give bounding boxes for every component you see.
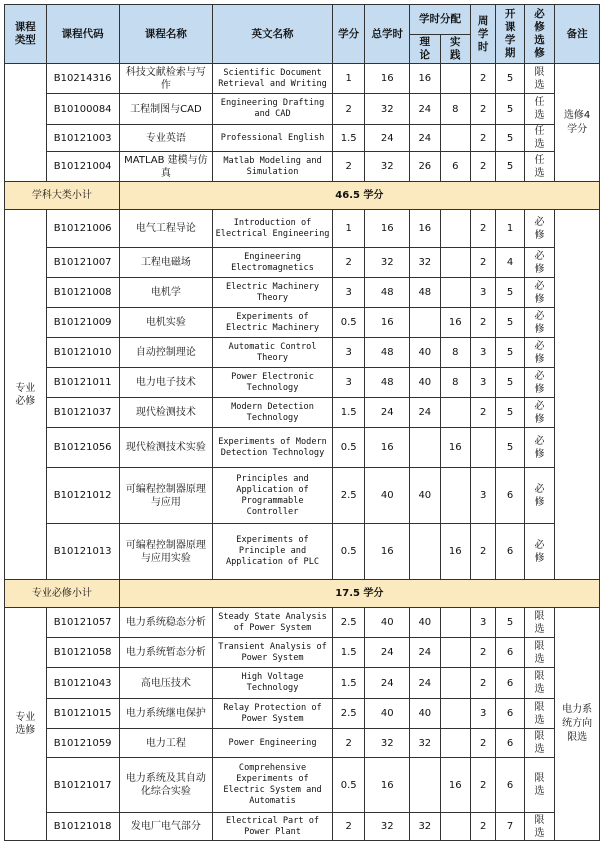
table-row [5, 308, 600, 338]
course-practice-hours [440, 668, 470, 699]
course-practice-hours: 16 [440, 758, 470, 813]
course-theory-hours: 32 [410, 813, 440, 841]
course-name-cn: 自动控制理论 [119, 338, 212, 368]
course-required-elective-text: 必修 [534, 250, 545, 275]
header-remark: 备注 [555, 5, 600, 64]
course-credit: 2 [332, 94, 364, 125]
table-row [5, 368, 600, 398]
course-name-cn: 电力系统及其自动化综合实验 [119, 758, 212, 813]
course-credit: 2.5 [332, 468, 364, 524]
course-theory-hours: 16 [410, 64, 440, 94]
course-total-hours: 16 [365, 428, 410, 468]
course-name-cn: 现代检测技术 [119, 398, 212, 428]
course-practice-hours [440, 398, 470, 428]
course-required-elective [524, 813, 554, 841]
course-name-cn: 工程电磁场 [119, 248, 212, 278]
course-semester: 7 [496, 813, 524, 841]
remark-cell [555, 64, 600, 182]
course-required-elective [524, 398, 554, 428]
course-name-en: Experiments of Principle and Application of PLC [213, 524, 333, 580]
header-hour-distribution: 学时分配 [410, 5, 471, 35]
course-code: B10121003 [46, 125, 119, 152]
course-practice-hours: 8 [440, 368, 470, 398]
course-practice-hours [440, 729, 470, 758]
course-code: B10121006 [46, 210, 119, 248]
course-required-elective-text: 必修 [534, 340, 545, 365]
course-name-cn: MATLAB 建模与仿真 [119, 152, 212, 182]
course-semester: 5 [496, 64, 524, 94]
course-total-hours: 48 [365, 338, 410, 368]
course-practice-hours [440, 813, 470, 841]
course-semester: 6 [496, 524, 524, 580]
course-weekly-hours: 2 [470, 248, 495, 278]
course-name-en: Electrical Part of Power Plant [213, 813, 333, 841]
course-practice-hours: 8 [440, 94, 470, 125]
discipline-subtotal-row [5, 182, 600, 210]
course-code: B10121009 [46, 308, 119, 338]
course-credit: 0.5 [332, 758, 364, 813]
course-name-en: Experiments of Electric Machinery [213, 308, 333, 338]
course-semester: 6 [496, 638, 524, 668]
course-theory-hours: 24 [410, 125, 440, 152]
course-required-elective [524, 428, 554, 468]
course-semester: 5 [496, 608, 524, 638]
header-weekly-hours: 周学时 [470, 5, 495, 64]
course-semester: 5 [496, 152, 524, 182]
course-theory-hours: 48 [410, 278, 440, 308]
course-total-hours: 32 [365, 813, 410, 841]
course-required-elective-text: 必修 [534, 216, 545, 241]
course-name-en: Electric Machinery Theory [213, 278, 333, 308]
header-type: 课程类型 [5, 5, 47, 64]
course-required-elective [524, 608, 554, 638]
course-credit: 2 [332, 248, 364, 278]
course-credit: 2.5 [332, 699, 364, 729]
major-required-subtotal-row-label: 专业必修小计 [5, 580, 120, 608]
course-theory-hours: 32 [410, 729, 440, 758]
course-required-elective-text: 限选 [534, 66, 545, 91]
course-theory-hours: 32 [410, 248, 440, 278]
course-theory-hours [410, 428, 440, 468]
course-total-hours: 24 [365, 668, 410, 699]
course-required-elective [524, 338, 554, 368]
course-semester: 5 [496, 368, 524, 398]
table-row [5, 125, 600, 152]
course-credit: 1 [332, 64, 364, 94]
course-required-elective-text: 限选 [534, 701, 545, 726]
course-semester: 6 [496, 468, 524, 524]
course-weekly-hours: 3 [470, 368, 495, 398]
course-name-cn: 电力系统稳态分析 [119, 608, 212, 638]
course-semester: 1 [496, 210, 524, 248]
course-credit: 2 [332, 152, 364, 182]
course-weekly-hours: 2 [470, 210, 495, 248]
course-total-hours: 16 [365, 308, 410, 338]
course-code: B10121008 [46, 278, 119, 308]
course-credit: 2 [332, 813, 364, 841]
remark-text: 选修4 学分 [563, 109, 591, 135]
course-weekly-hours: 2 [470, 152, 495, 182]
course-credit: 1.5 [332, 125, 364, 152]
course-practice-hours: 16 [440, 524, 470, 580]
course-name-cn: 电机学 [119, 278, 212, 308]
header-name-cn: 课程名称 [119, 5, 212, 64]
course-credit: 1 [332, 210, 364, 248]
table-row [5, 524, 600, 580]
discipline-subtotal-row-value: 46.5 学分 [119, 182, 599, 210]
course-total-hours: 24 [365, 398, 410, 428]
course-name-en: Matlab Modeling and Simulation [213, 152, 333, 182]
course-required-elective-text: 任选 [534, 154, 545, 179]
table-row [5, 428, 600, 468]
course-name-cn: 电机实验 [119, 308, 212, 338]
course-code: B10121007 [46, 248, 119, 278]
course-practice-hours: 16 [440, 308, 470, 338]
header-semester: 开课学期 [496, 5, 524, 64]
remark-cell [555, 210, 600, 580]
course-code: B10121059 [46, 729, 119, 758]
course-weekly-hours: 3 [470, 338, 495, 368]
course-practice-hours [440, 699, 470, 729]
course-theory-hours: 24 [410, 398, 440, 428]
course-credit: 2.5 [332, 608, 364, 638]
course-required-elective-text: 必修 [534, 280, 545, 305]
course-weekly-hours: 2 [470, 668, 495, 699]
course-theory-hours: 24 [410, 94, 440, 125]
course-weekly-hours: 3 [470, 278, 495, 308]
header-code: 课程代码 [46, 5, 119, 64]
header-practice: 实践 [440, 35, 470, 64]
course-name-cn: 科技文献检索与写作 [119, 64, 212, 94]
table-row [5, 278, 600, 308]
table-row [5, 758, 600, 813]
course-code: B10121056 [46, 428, 119, 468]
course-name-en: Engineering Electromagnetics [213, 248, 333, 278]
course-required-elective [524, 125, 554, 152]
course-type-cell [5, 210, 47, 580]
course-type-cell [5, 608, 47, 841]
course-weekly-hours: 2 [470, 524, 495, 580]
course-required-elective [524, 638, 554, 668]
course-name-cn: 现代检测技术实验 [119, 428, 212, 468]
course-name-cn: 电力电子技术 [119, 368, 212, 398]
course-credit: 1.5 [332, 668, 364, 699]
table-body [5, 64, 600, 841]
course-semester: 5 [496, 398, 524, 428]
course-theory-hours: 40 [410, 368, 440, 398]
course-semester: 6 [496, 729, 524, 758]
course-name-en: Engineering Drafting and CAD [213, 94, 333, 125]
course-total-hours: 32 [365, 152, 410, 182]
course-name-cn: 可编程控制器原理与应用实验 [119, 524, 212, 580]
course-practice-hours: 8 [440, 338, 470, 368]
course-required-elective [524, 64, 554, 94]
course-name-cn: 可编程控制器原理与应用 [119, 468, 212, 524]
curriculum-table [4, 4, 600, 841]
course-name-en: Transient Analysis of Power System [213, 638, 333, 668]
course-weekly-hours: 3 [470, 468, 495, 524]
course-name-cn: 电力工程 [119, 729, 212, 758]
course-required-elective-text: 必修 [534, 483, 545, 508]
course-practice-hours [440, 638, 470, 668]
course-code: B10100084 [46, 94, 119, 125]
course-theory-hours: 24 [410, 668, 440, 699]
course-theory-hours: 40 [410, 608, 440, 638]
course-type-label: 专业必修 [15, 382, 36, 407]
table-row [5, 729, 600, 758]
course-required-elective [524, 94, 554, 125]
course-required-elective-text: 任选 [534, 126, 545, 150]
course-code: B10121011 [46, 368, 119, 398]
course-name-en: Scientific Document Retrieval and Writing [213, 64, 333, 94]
course-total-hours: 48 [365, 368, 410, 398]
course-practice-hours [440, 125, 470, 152]
course-code: B10121010 [46, 338, 119, 368]
course-name-en: Experiments of Modern Detection Technology [213, 428, 333, 468]
course-theory-hours: 40 [410, 699, 440, 729]
course-name-en: Introduction of Electrical Engineering [213, 210, 333, 248]
table-row [5, 94, 600, 125]
course-name-en: Power Electronic Technology [213, 368, 333, 398]
course-semester: 4 [496, 248, 524, 278]
course-required-elective [524, 524, 554, 580]
remark-text: 电力系统方向限选 [562, 704, 593, 743]
course-required-elective [524, 758, 554, 813]
course-name-en: Power Engineering [213, 729, 333, 758]
course-weekly-hours: 2 [470, 638, 495, 668]
course-name-en: Modern Detection Technology [213, 398, 333, 428]
course-required-elective [524, 729, 554, 758]
course-total-hours: 24 [365, 638, 410, 668]
table-row [5, 468, 600, 524]
course-weekly-hours: 3 [470, 608, 495, 638]
course-name-en: Professional English [213, 125, 333, 152]
course-credit: 0.5 [332, 308, 364, 338]
course-practice-hours [440, 468, 470, 524]
course-name-cn: 电气工程导论 [119, 210, 212, 248]
header-name-en: 英文名称 [213, 5, 333, 64]
curriculum-table-container [4, 4, 600, 841]
course-name-cn: 工程制图与CAD [119, 94, 212, 125]
course-total-hours: 48 [365, 278, 410, 308]
course-practice-hours: 6 [440, 152, 470, 182]
header-total-hours: 总学时 [365, 5, 410, 64]
course-total-hours: 32 [365, 248, 410, 278]
course-code: B10214316 [46, 64, 119, 94]
course-semester: 5 [496, 94, 524, 125]
course-total-hours: 40 [365, 468, 410, 524]
course-name-cn: 电力系统暂态分析 [119, 638, 212, 668]
course-total-hours: 16 [365, 524, 410, 580]
course-semester: 5 [496, 428, 524, 468]
course-practice-hours [440, 608, 470, 638]
course-practice-hours [440, 248, 470, 278]
course-code: B10121015 [46, 699, 119, 729]
table-row [5, 608, 600, 638]
course-practice-hours [440, 210, 470, 248]
course-required-elective-text: 限选 [534, 671, 545, 695]
course-semester: 5 [496, 278, 524, 308]
course-weekly-hours: 2 [470, 758, 495, 813]
course-weekly-hours [470, 428, 495, 468]
course-code: B10121018 [46, 813, 119, 841]
course-practice-hours [440, 64, 470, 94]
table-row [5, 248, 600, 278]
course-required-elective-text: 限选 [534, 814, 545, 839]
course-required-elective [524, 248, 554, 278]
course-practice-hours: 16 [440, 428, 470, 468]
course-weekly-hours: 3 [470, 699, 495, 729]
course-code: B10121057 [46, 608, 119, 638]
course-total-hours: 16 [365, 758, 410, 813]
course-required-elective [524, 308, 554, 338]
course-required-elective-text: 必修 [534, 435, 545, 460]
table-row [5, 813, 600, 841]
course-required-elective-text: 限选 [534, 731, 545, 755]
table-row [5, 668, 600, 699]
course-required-elective [524, 152, 554, 182]
course-required-elective [524, 278, 554, 308]
course-required-elective [524, 699, 554, 729]
course-credit: 1.5 [332, 638, 364, 668]
course-required-elective-text: 必修 [534, 400, 545, 425]
course-weekly-hours: 2 [470, 125, 495, 152]
course-total-hours: 40 [365, 608, 410, 638]
remark-cell [555, 608, 600, 841]
course-code: B10121012 [46, 468, 119, 524]
course-credit: 2 [332, 729, 364, 758]
course-required-elective-text: 限选 [534, 610, 545, 635]
course-total-hours: 32 [365, 729, 410, 758]
course-theory-hours [410, 308, 440, 338]
course-name-en: Steady State Analysis of Power System [213, 608, 333, 638]
course-required-elective-text: 必修 [534, 539, 545, 564]
course-name-cn: 发电厂电气部分 [119, 813, 212, 841]
course-required-elective [524, 210, 554, 248]
course-semester: 5 [496, 338, 524, 368]
course-required-elective-text: 限选 [534, 773, 545, 797]
course-credit: 3 [332, 368, 364, 398]
course-required-elective-text: 任选 [534, 97, 545, 121]
course-total-hours: 40 [365, 699, 410, 729]
course-theory-hours [410, 524, 440, 580]
course-theory-hours [410, 758, 440, 813]
course-theory-hours: 40 [410, 338, 440, 368]
table-row [5, 338, 600, 368]
course-code: B10121013 [46, 524, 119, 580]
discipline-subtotal-row-label: 学科大类小计 [5, 182, 120, 210]
course-total-hours: 32 [365, 94, 410, 125]
course-code: B10121017 [46, 758, 119, 813]
course-semester: 6 [496, 668, 524, 699]
table-row [5, 152, 600, 182]
course-required-elective-text: 必修 [534, 310, 545, 335]
course-theory-hours: 40 [410, 468, 440, 524]
course-credit: 1.5 [332, 398, 364, 428]
header-required-elective: 必修选修 [524, 5, 554, 64]
header-theory: 理论 [410, 35, 440, 64]
course-semester: 6 [496, 699, 524, 729]
course-weekly-hours: 2 [470, 813, 495, 841]
table-row [5, 638, 600, 668]
course-theory-hours: 26 [410, 152, 440, 182]
course-type-cell [5, 64, 47, 182]
course-name-en: Principles and Application of Programmable Controller [213, 468, 333, 524]
course-required-elective [524, 468, 554, 524]
course-weekly-hours: 2 [470, 308, 495, 338]
course-name-en: Relay Protection of Power System [213, 699, 333, 729]
course-practice-hours [440, 278, 470, 308]
course-weekly-hours: 2 [470, 398, 495, 428]
course-required-elective [524, 668, 554, 699]
course-theory-hours: 16 [410, 210, 440, 248]
course-credit: 3 [332, 338, 364, 368]
course-name-cn: 高电压技术 [119, 668, 212, 699]
course-semester: 5 [496, 125, 524, 152]
course-name-cn: 电力系统继电保护 [119, 699, 212, 729]
table-row [5, 210, 600, 248]
course-required-elective [524, 368, 554, 398]
header-row-1 [5, 5, 600, 35]
course-code: B10121058 [46, 638, 119, 668]
course-name-en: High Voltage Technology [213, 668, 333, 699]
table-row [5, 699, 600, 729]
course-semester: 5 [496, 308, 524, 338]
header-credit: 学分 [332, 5, 364, 64]
table-row [5, 398, 600, 428]
course-code: B10121043 [46, 668, 119, 699]
course-required-elective-text: 限选 [534, 640, 545, 665]
course-weekly-hours: 2 [470, 94, 495, 125]
course-credit: 0.5 [332, 524, 364, 580]
course-credit: 0.5 [332, 428, 364, 468]
course-total-hours: 24 [365, 125, 410, 152]
course-weekly-hours: 2 [470, 729, 495, 758]
course-semester: 6 [496, 758, 524, 813]
course-name-en: Comprehensive Experiments of Electric System and Automatis [213, 758, 333, 813]
table-row [5, 64, 600, 94]
course-name-cn: 专业英语 [119, 125, 212, 152]
major-required-subtotal-row-value: 17.5 学分 [119, 580, 599, 608]
course-total-hours: 16 [365, 64, 410, 94]
course-code: B10121004 [46, 152, 119, 182]
course-name-en: Automatic Control Theory [213, 338, 333, 368]
course-type-label: 专业选修 [15, 712, 36, 736]
major-required-subtotal-row [5, 580, 600, 608]
course-required-elective-text: 必修 [534, 370, 545, 395]
course-credit: 3 [332, 278, 364, 308]
course-code: B10121037 [46, 398, 119, 428]
course-total-hours: 16 [365, 210, 410, 248]
course-weekly-hours: 2 [470, 64, 495, 94]
course-theory-hours: 24 [410, 638, 440, 668]
